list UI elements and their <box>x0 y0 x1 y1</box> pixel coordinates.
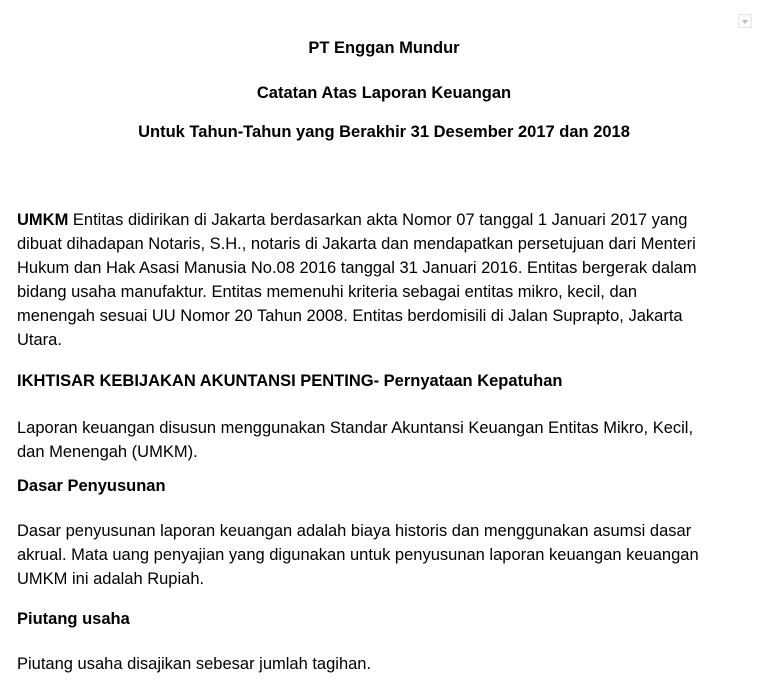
section-body-basis <box>17 519 762 591</box>
body-line: dan Menengah (UMKM). <box>17 443 198 461</box>
intro-line: Utara. <box>17 331 62 349</box>
body-line: akrual. Mata uang penyajian yang digunakan untuk penyusunan laporan keuangan keuangan <box>17 546 699 564</box>
intro-line <box>17 208 762 232</box>
body-line: UMKM ini adalah Rupiah. <box>17 570 205 588</box>
intro-line: menengah sesuai UU Nomor 20 Tahun 2008. Entitas berdomisili di Jalan Suprapto, Jakarta <box>17 307 683 325</box>
company-title: PT Enggan Mundur <box>308 39 460 57</box>
intro-line: bidang usaha manufaktur. Entitas memenuhi kriteria sebagai entitas mikro, kecil, dan <box>17 283 637 301</box>
section-heading-basis: Dasar Penyusunan <box>17 477 166 495</box>
section-body-receivables <box>17 652 762 676</box>
intro-lead: UMKM <box>17 211 69 229</box>
body-line: Piutang usaha disajikan sebesar jumlah tagihan. <box>17 655 372 673</box>
body-line: Dasar penyusunan laporan keuangan adalah biaya historis dan menggunakan asumsi dasar <box>17 522 692 540</box>
intro-line: dibuat dihadapan Notaris, S.H., notaris di Jakarta dan mendapatkan persetujuan dari Menteri <box>17 235 696 253</box>
period-title: Untuk Tahun-Tahun yang Berakhir 31 Desember 2017 dan 2018 <box>138 123 630 141</box>
section-heading-compliance: IKHTISAR KEBIJAKAN AKUNTANSI PENTING- Pernyataan Kepatuhan <box>17 372 563 390</box>
document-subtitle: Catatan Atas Laporan Keuangan <box>256 84 512 102</box>
section-heading-receivables: Piutang usaha <box>17 610 130 628</box>
body-line: Laporan keuangan disusun menggunakan Standar Akuntansi Keuangan Entitas Mikro, Kecil, <box>17 419 694 437</box>
intro-paragraph <box>17 208 762 352</box>
intro-line-text: Entitas didirikan di Jakarta berdasarkan akta Nomor 07 tanggal 1 Januari 2017 yang <box>68 211 688 229</box>
intro-line: Hukum dan Hak Asasi Manusia No.08 2016 tanggal 31 Januari 2016. Entitas bergerak dalam <box>17 259 697 277</box>
section-body-compliance <box>17 416 762 464</box>
dropdown-menu-button[interactable] <box>738 14 752 28</box>
